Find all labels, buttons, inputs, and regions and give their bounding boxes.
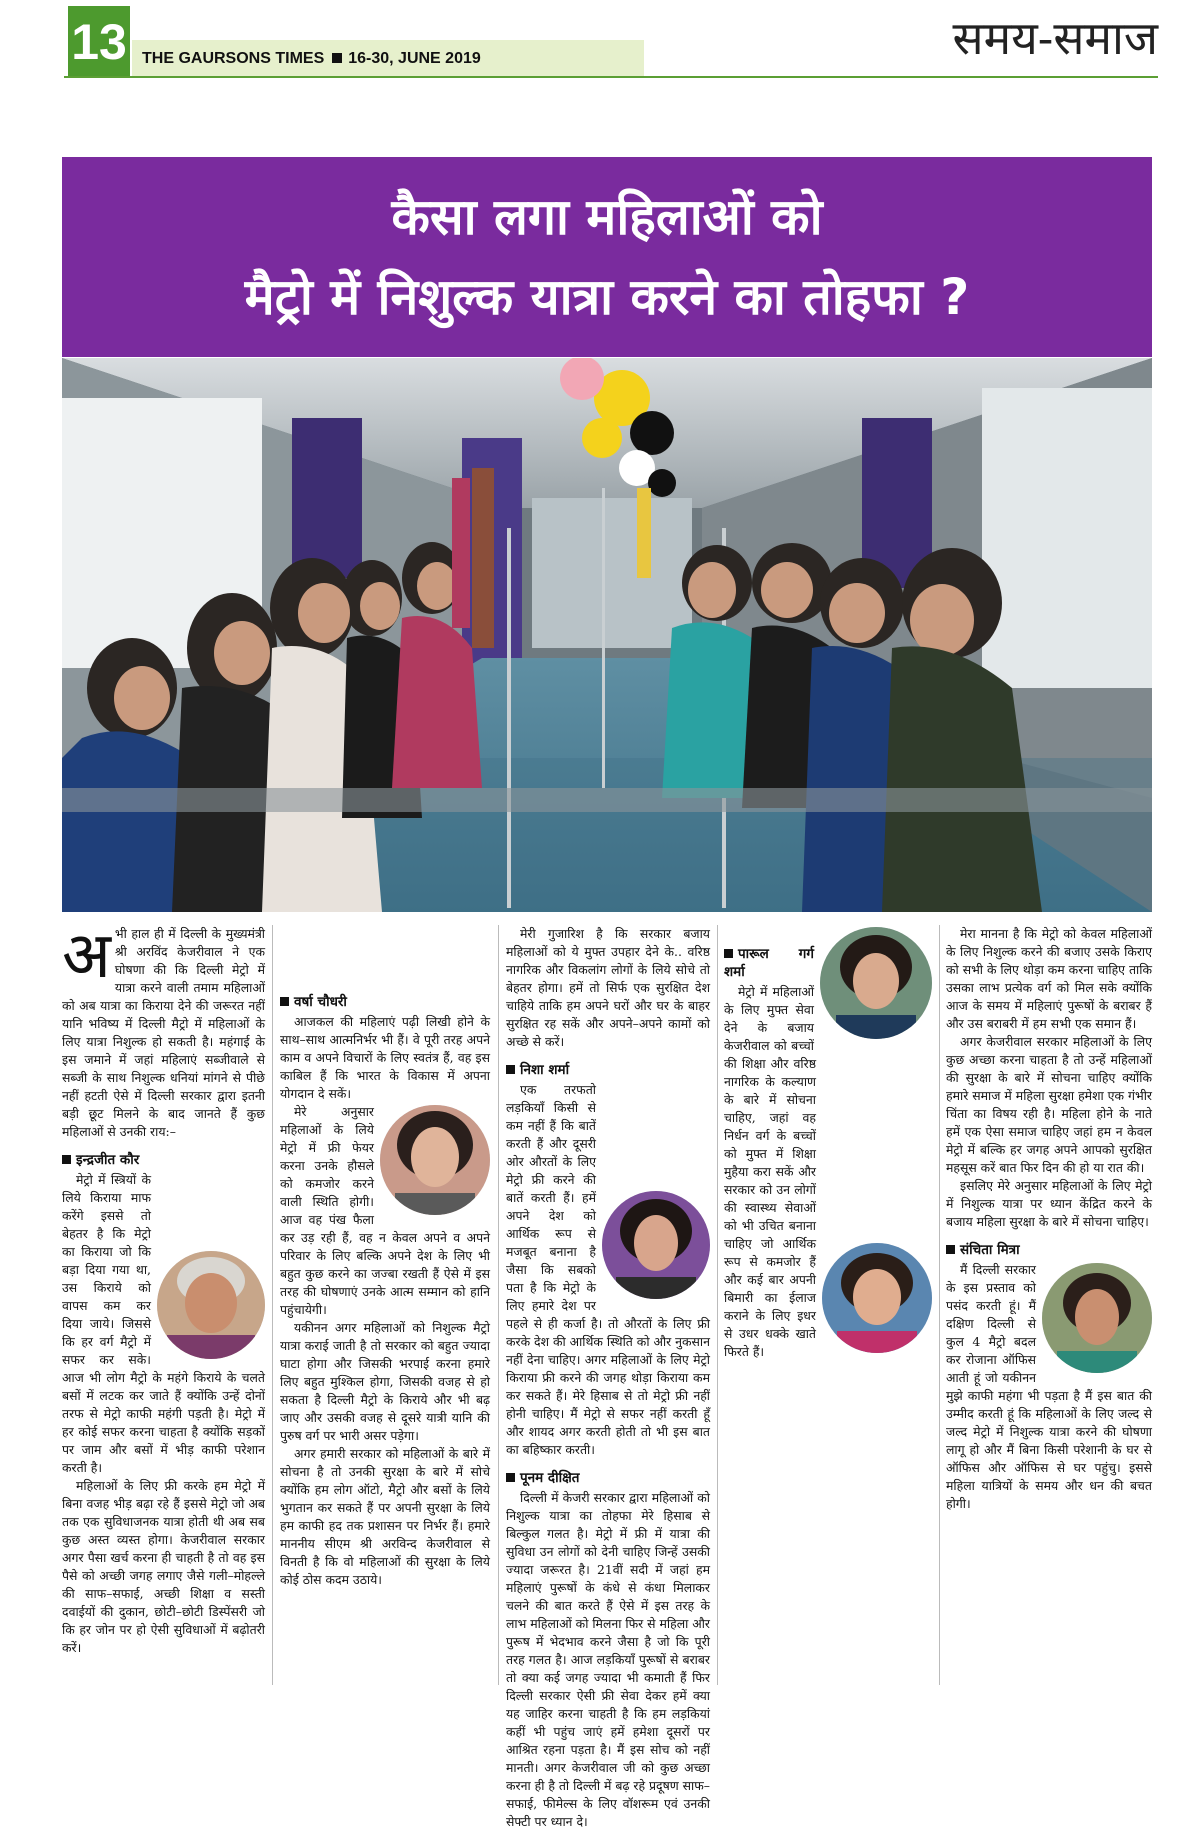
portrait-poonam-dixit bbox=[820, 927, 932, 1039]
column-divider bbox=[498, 925, 499, 1685]
paragraph: आजकल की महिलाएं पढ़ी लिखी होने के साथ–साथ आत्मनिर्भर भी हैं। वे पूरी तरह अपने काम व अपने विचारों के लिए स्वतंत्र हैं, वह इस काबिल हैं कि भारत के विकास में अपना योगदान दे सकें। bbox=[280, 1014, 490, 1101]
article-column-4 bbox=[724, 925, 932, 1361]
respondent-name: निशा शर्मा bbox=[506, 1061, 710, 1079]
respondent-name: पूनम दीक्षित bbox=[506, 1469, 710, 1487]
headline-line-2: मैट्रो में निशुल्क यात्रा करने का तोहफा ? bbox=[244, 268, 970, 326]
respondent-name: इन्द्रजीत कौर bbox=[62, 1151, 265, 1169]
page-number: 13 bbox=[68, 6, 130, 78]
issue-date: 16-30, JUNE 2019 bbox=[348, 50, 481, 67]
paragraph: महिलाओं के लिए फ्री करके हम मेट्रो में बिना वजह भीड़ बढ़ा रहे हैं इससे मेट्रो जो अब तक एक सुविधाजनक यात्रा होती थी अब सब कुछ अस्त व्यस्त होगा। केजरीवाल सरकार अगर पैसा खर्च करना ही चाहती है तो वह इस पैसे को अच्छी जगह लगाए जैसे गली–मोहल्ले की साफ–सफाई, अच्छी शिक्षा व सस्ती दवाईयों की दुकान, छोटी–छोटी डिस्पेंसरी जो कि हर जोन पर हो ऐसी सुविधाओं में बढ़ोतरी करें। bbox=[62, 1478, 265, 1655]
publication-strip bbox=[132, 40, 644, 78]
bullet-square-icon bbox=[506, 1065, 515, 1074]
paragraph: अगर हमारी सरकार को महिलाओं के बारे में सोचना है तो उनकी सुरक्षा के बारे में सोचे क्योंकि हम लोग ऑटो, मैट्रो और बसों के लिये भुगतान कर सकते हैं पर अपनी सुरक्षा के लिये हम काफी हद तक प्रशासन पर निर्भर हैं। हमारे माननीय सीएम श्री अरविन्द केजरीवाल से विनती है कि वो महिलाओं की सुरक्षा के लिये कोई ठोस कदम उठाये। bbox=[280, 1446, 490, 1587]
headline-box bbox=[62, 157, 1152, 357]
article-column-3 bbox=[506, 925, 710, 1831]
drop-cap: अ bbox=[62, 919, 111, 993]
paragraph: इसलिए मेरे अनुसार महिलाओं के लिए मेट्रो में निशुल्क यात्रा पर ध्यान केंद्रित करने के बजाय महिला सुरक्षा के बारे में सोचना चाहिए। bbox=[946, 1178, 1152, 1229]
separator-square-icon bbox=[332, 53, 342, 63]
respondent-name: वर्षा चौधरी bbox=[280, 993, 490, 1011]
portrait-varsha-chaudhary bbox=[380, 1105, 490, 1215]
publication-name: THE GAURSONS TIMES bbox=[142, 50, 325, 67]
respondent-name: पारूल गर्ग शर्मा bbox=[724, 946, 814, 980]
paragraph: यकीनन अगर महिलाओं को निशुल्क मैट्रो यात्रा कराई जाती है तो सरकार को बहुत ज्यादा घाटा होगा और जिसकी भरपाई करना हमारे लिए बहुत मुश्किल होगा, जिसकी वजह से हो सकता है दिल्ली मैट्रो के किराये और भी बढ़ जाए और उसकी वजह से दूसरे यात्री यानि की पुरुष वर्ग पर भारी असर पड़ेगा। bbox=[280, 1320, 490, 1443]
article-column-5 bbox=[946, 925, 1152, 1513]
intro-paragraph: अभी हाल ही में दिल्ली के मुख्यमंत्री श्री अरविंद केजरीवाल ने एक घोषणा की कि दिल्ली मेट्रो में यात्रा करने वाली तमाम महिलाओं को अब यात्रा का किराया देने की जरूरत नहीं यानि भविष्य में दिल्ली मैट्रो में महिलाओं के लिए यात्रा निशुल्क हो सकती है। महंगाई के इस जमाने में जहां महिलाएं सब्जीवाले से सब्जी के साथ निशुल्क धनियां मांगने से पीछे नहीं हटती ऐसे में दिल्ली सरकार द्वारा इतनी बड़ी छूट मिलने के बाद जानते हैं कुछ महिलाओं से उनकी राय:– bbox=[62, 919, 265, 1139]
respondent-name: संचिता मित्रा bbox=[946, 1241, 1152, 1259]
headline-line-1: कैसा लगा महिलाओं को bbox=[391, 188, 823, 246]
section-name: समय-समाज bbox=[952, 11, 1158, 65]
paragraph: मेरा मानना है कि मेट्रो को केवल महिलाओं के लिए निशुल्क करने की बजाए उसके किराए को सभी के लिए थोड़ा कम करना चाहिए ताकि उसका लाभ प्रत्येक वर्ग को मिल सके क्योंकि आज के समय में महिलाएं पुरूषों के बराबर हैं और उस बराबरी में हम सभी एक समान हैं। bbox=[946, 926, 1152, 1031]
portrait-parul-garg-sharma bbox=[822, 1243, 932, 1353]
article-column-2 bbox=[280, 925, 490, 1589]
column-divider bbox=[272, 925, 273, 1685]
bullet-square-icon bbox=[62, 1155, 71, 1164]
page-header bbox=[68, 6, 1158, 76]
paragraph: मैं दिल्ली सरकार के इस प्रस्ताव को पसंद करती हूं। मैं दक्षिण दिल्ली से कुल 4 मैट्रो बदल कर रोजाना ऑफिस आती हूं जो यकीनन मुझे काफी महंगा भी पड़ता है मैं इस बात की उम्मीद करती हूं कि महिलाओं के लिए जल्द से जल्द मेट्रो में निशुल्क यात्रा करने की घोषणा लागू हो और मैं बिना किसी परेशानी के घर से ऑफिस और ऑफिस से घर पहुंचु। इससे महिला यात्रियों के समय और धन की बचत होगी। bbox=[946, 1262, 1152, 1511]
header-rule bbox=[64, 76, 1158, 78]
portrait-sanchita-mitra bbox=[1042, 1263, 1152, 1373]
bullet-square-icon bbox=[946, 1245, 955, 1254]
bullet-square-icon bbox=[280, 997, 289, 1006]
metro-group-photo bbox=[62, 358, 1152, 912]
column-divider bbox=[717, 925, 718, 1685]
bullet-square-icon bbox=[506, 1473, 515, 1482]
paragraph: एक तरफतो लड़कियाँ किसी से कम नहीं हैं कि बातें करती हैं और दूसरी ओर औरतों के लिए मेट्रो फ्री करने की बातें करती हैं। हमें अपने देश को आर्थिक रूप से मजबूत बनाना है जैसा कि सबको पता है कि मेट्रो के लिए हमारे देश पर पहले से ही कर्जा है। तो औरतों के लिए फ्री करके देश की आर्थिक स्थिति को और नुकसान नहीं देना चाहिए। अगर महिलाओं के लिए मेट्रो किराया फ्री करने की जगह थोड़ा किराया कम कर सकते हैं। मेरे हिसाब से तो मेट्रो फ्री नहीं होनी चाहिए। मैं मेट्रो से सफर नहीं करती हूँ और शायद अगर करती होती तो भी इस बात का बहिष्कार करती। bbox=[506, 1082, 711, 1457]
paragraph: मेट्रो में महिलाओं के लिए मुफ्त सेवा देने के बजाय केजरीवाल को बच्चों की शिक्षा और वरिष्ठ नागरिक के कल्याण के बारे में सोचना चाहिए, जहां वह निर्धन वर्ग के बच्चों को मुफ्त में शिक्षा मुहैया करा सकें और सरकार को उन लोगों की स्वास्थ्य सेवाओं को भी उचित बनाना चाहिए जो आर्थिक रूप से कमजोर हैं और कई बार अपनी बिमारी का ईलाज कराने के लिए इधर से उधर धक्के खाते फिरते हैं। bbox=[724, 984, 816, 1359]
paragraph: दिल्ली में केजरी सरकार द्वारा महिलाओं को निशुल्क यात्रा का तोहफा मेरे हिसाब से बिल्कुल गलत है। मेट्रो में फ्री में यात्रा की सुविधा उन लोगों को देनी चाहिए जिन्हें उसकी ज्यादा जरूरत है। 21वीं सदी में जहां हम महिलाएं पुरूषों के कंधे से कंधा मिलाकर चलने की बात करते हैं ऐसे में इस तरह के लाभ महिलाओं को मिलना फिर से महिला और पुरूष में भेदभाव करने जैसा है जो कि पूरी तरह गलत है। आज लड़कियाँ पुरूषों से बराबर तो क्या कई जगह ज्यादा भी कमाती हैं फिर दिल्ली सरकार ऐसी फ्री सेवा देकर हमें क्या यह जाहिर करना चाहती है कि हम लड़कियां कहीं भी पहुंच जाएं हमें हमेशा दूसरों पर आश्रित रहना पड़ता है। मैं इस सोच को नहीं मानती। अगर केजरीवाल जी को कुछ अच्छा करना ही है तो दिल्ली में बढ़ रहे प्रदूषण साफ–सफाई, फीमेल्स के लिए वॉशरूम एवं उनकी सेफ्टी पर ध्यान दे। bbox=[506, 1490, 710, 1829]
article-column-1 bbox=[62, 919, 265, 1657]
portrait-inderjeet-kaur bbox=[157, 1251, 265, 1359]
bullet-square-icon bbox=[724, 949, 733, 958]
paragraph: मेरी गुजारिश है कि सरकार बजाय महिलाओं को ये मुफ्त उपहार देने के.. वरिष्ठ नागरिक और विकलांग लोगों के लिये सोचे तो बेहतर होगा। हमें तो सिर्फ एक सुरक्षित देश चाहिये ताकि हम अपने घरों और घर के बाहर सुरक्षित रह सकें और अपने–अपने कामों को अच्छे से करें। bbox=[506, 926, 710, 1049]
paragraph: अगर केजरीवाल सरकार महिलाओं के लिए कुछ अच्छा करना चाहता है तो उन्हें महिलाओं की सुरक्षा के बारे में सोचना चाहिए क्योंकि हमारे समाज में महिला सुरक्षा हमेशा एक गंभीर चिंता का विषय रही है। महिला होने के नाते हमें एक ऐसा समाज चाहिए जहां हम न केवल मेट्रो में बल्कि हर जगह अपने आपको सुरक्षित महसूस करें बात फिर दिन की हो या रात की। bbox=[946, 1034, 1152, 1175]
column-divider bbox=[939, 925, 940, 1685]
paragraph: मेरे अनुसार महिलाओं के लिये मेट्रो में फ्री फेयर करना उनके हौसले को कमजोर करने वाली स्थिति होगी। आज वह पंख फैला कर उड़ रही हैं, वह न केवल अपने व अपने परिवार के लिए बल्कि अपने देश के लिए भी बहुत कुछ करने का जज्बा रखती हैं ऐसे में इस तरह की घोषणाएं उनके आत्म सम्मान को हानि पहुंचायेगी। bbox=[280, 1104, 490, 1317]
paragraph: मेट्रो में स्त्रियों के लिये किराया माफ करेंगे इससे तो बेहतर है कि मेट्रो का किराया जो कि बड़ा दिया गया था, उस किराये को वापस कम कर दिया जाये। जिससे कि हर वर्ग मैट्रो में सफर कर सके। आज भी लोग मैट्रो के महंगे किराये के चलते बसों में लटक कर जाते हैं क्योंकि उन्हें दोनों तरफ से मेट्रो काफी महंगी पड़ती है। मेट्रो में हर कोई सफर करना चाहता है क्योंकि सड़कों पर जाम और बसों में भीड़ काफी परेशान करती है। bbox=[62, 1172, 265, 1475]
portrait-nisha-sharma bbox=[602, 1191, 710, 1299]
